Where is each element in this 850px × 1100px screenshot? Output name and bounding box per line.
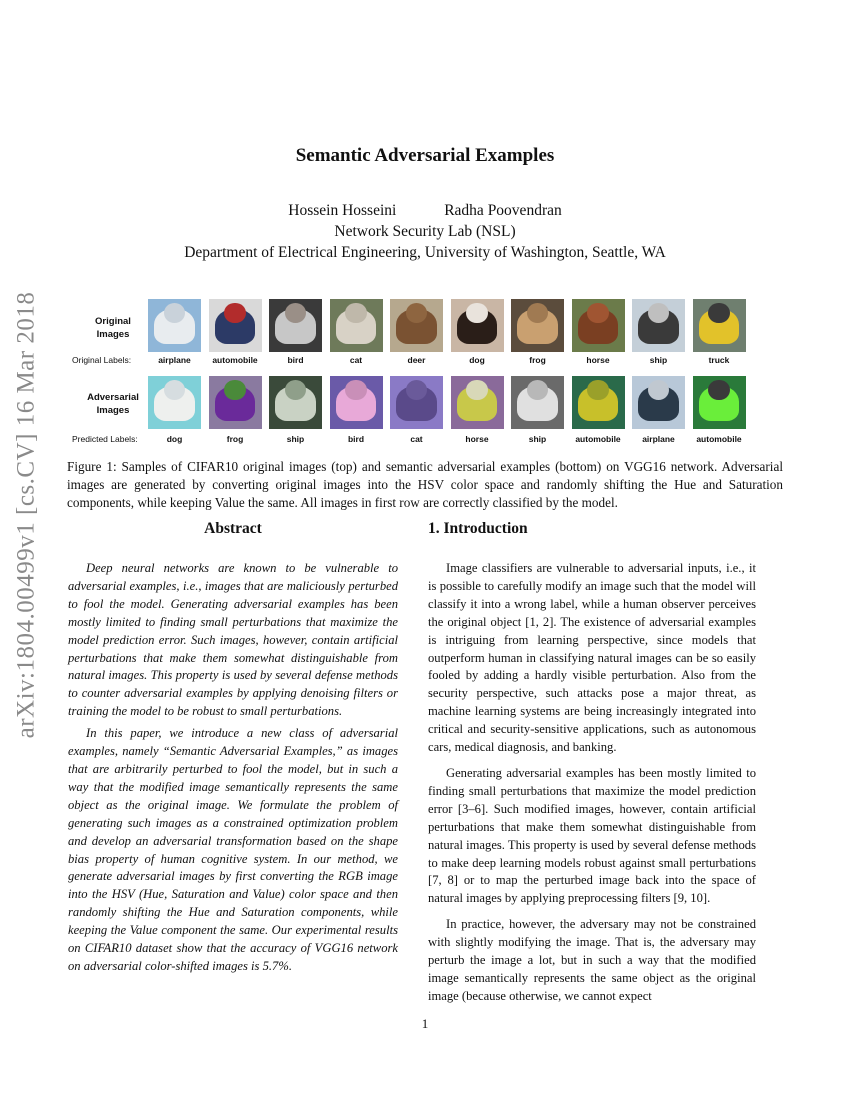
original-label: frog <box>529 355 546 365</box>
adversarial-image-6 <box>511 376 564 429</box>
original-image-1 <box>209 299 262 352</box>
adversarial-image-3 <box>330 376 383 429</box>
predicted-label: frog <box>226 434 244 444</box>
original-image-4 <box>390 299 443 352</box>
original-image-detail <box>708 303 729 323</box>
introduction-paragraph: Image classifiers are vulnerable to adversarial inputs, i.e., it is possible to carefully modify an image such that the model will classify it into a wrong label, while a human observer perceives the original object [1, 2]. The existence of adversarial examples is intriguing from learning perspective, since models that outperform human in classifying natural images can be so easily fooled by adding a hardly visible perturbation. Also from the security perspective, such attacks pose a major threat, as machine learning systems are being increasingly integrated into critical and security-sensitive applications, such as autonomous cars, medical diagnosis, and banking. <box>428 561 756 755</box>
adversarial-image-9 <box>693 376 746 429</box>
original-image-9 <box>693 299 746 352</box>
original-label: dog <box>469 355 485 365</box>
adversarial-image-detail <box>345 380 366 400</box>
predicted-label: automobile <box>696 434 742 444</box>
original-image-detail <box>466 303 487 323</box>
adversarial-row-title-line: Images <box>96 405 130 416</box>
predicted-label: ship <box>286 434 305 444</box>
introduction-heading: 1. Introduction <box>428 520 528 537</box>
arxiv-stamp-text: arXiv:1804.00499v1 [cs.CV] 16 Mar 2018 <box>12 291 40 739</box>
abstract-heading: Abstract <box>204 520 262 537</box>
adversarial-image-detail <box>224 380 245 400</box>
original-image-detail <box>345 303 366 323</box>
page-number: 1 <box>421 1016 429 1031</box>
original-labels-caption: Original Labels: <box>72 355 132 365</box>
original-label: truck <box>708 355 730 365</box>
original-image-0 <box>148 299 201 352</box>
author-name: Radha Poovendran <box>444 202 562 219</box>
original-row-title-line: Original <box>95 316 131 327</box>
author-names <box>0 200 850 221</box>
original-image-2 <box>269 299 322 352</box>
predicted-label: bird <box>347 434 365 444</box>
introduction-paragraph: Generating adversarial examples has been mostly limited to finding small perturbations that maximize the model prediction error [3–6]. Such modified images, however, contain artificial perturbations that make them somewhat distinguishable from natural images. This property is used by several defense methods to make deep learning models robust against small perturbations [7, 8] or to map the perturbed image back into the space of natural images by applying preprocessing filters [9, 10]. <box>428 765 756 906</box>
original-label: automobile <box>212 355 258 365</box>
predicted-label: horse <box>465 434 489 444</box>
adversarial-image-2 <box>269 376 322 429</box>
original-image-6 <box>511 299 564 352</box>
author-block <box>0 200 850 263</box>
predicted-labels-caption: Predicted Labels: <box>72 434 138 444</box>
original-label: cat <box>349 355 363 365</box>
paper-title: Semantic Adversarial Examples <box>295 145 555 166</box>
original-row-title-line: Images <box>96 329 130 340</box>
abstract-column <box>68 520 398 976</box>
original-image-detail <box>587 303 608 323</box>
adversarial-row-title <box>72 391 154 417</box>
adversarial-image-5 <box>451 376 504 429</box>
original-label: airplane <box>158 355 191 365</box>
predicted-label: airplane <box>642 434 675 444</box>
original-row-title <box>72 315 154 341</box>
introduction-column <box>428 520 756 1006</box>
adversarial-image-8 <box>632 376 685 429</box>
arxiv-stamp <box>6 290 46 740</box>
adversarial-image-detail <box>587 380 608 400</box>
abstract-paragraph: Deep neural networks are known to be vulnerable to adversarial examples, i.e., images that are maliciously perturbed to fool the model. Generating adversarial examples has been mostly limited to finding small perturbations that maximize the model prediction error. Such images, however, contain artificial perturbations that make them somewhat distinguishable from natural images. This property is used by several defense methods to counter adversarial examples by applying denoising filters or training the model to be robust to small perturbations. <box>68 561 398 719</box>
author-name: Hossein Hosseini <box>288 202 397 219</box>
predicted-label: cat <box>410 434 423 444</box>
affiliation-lab: Network Security Lab (NSL) <box>334 223 516 240</box>
figure-caption: Figure 1: Samples of CIFAR10 original images (top) and semantic adversarial examples (bottom) on VGG16 network. Adversarial images are generated by converting original images into the HSV color space and randomly shifting the Hue and Saturation components, while keeping Value the same. All images in first row are correctly classified by the model. <box>67 459 783 510</box>
original-label: bird <box>287 355 304 365</box>
original-label: horse <box>586 355 610 365</box>
original-image-5 <box>451 299 504 352</box>
adversarial-image-4 <box>390 376 443 429</box>
original-image-detail <box>224 303 245 323</box>
adversarial-row-title-line: Adversarial <box>87 392 139 403</box>
predicted-label: automobile <box>575 434 621 444</box>
adversarial-image-7 <box>572 376 625 429</box>
figure-1 <box>72 295 782 450</box>
original-image-8 <box>632 299 685 352</box>
original-label: ship <box>649 355 668 365</box>
original-image-7 <box>572 299 625 352</box>
adversarial-image-1 <box>209 376 262 429</box>
predicted-label: dog <box>166 434 183 444</box>
predicted-label: ship <box>528 434 547 444</box>
introduction-paragraph: In practice, however, the adversary may not be constrained with slightly modifying the image. That is, the adversary may perturb the image a lot, but in such a way that the modified image semantically represents the same object as the original image (because otherwise, we cannot expect <box>428 917 756 1003</box>
adversarial-image-0 <box>148 376 201 429</box>
adversarial-image-detail <box>466 380 487 400</box>
original-image-3 <box>330 299 383 352</box>
original-label: deer <box>407 355 426 365</box>
adversarial-image-detail <box>708 380 729 400</box>
affiliation-dept: Department of Electrical Engineering, University of Washington, Seattle, WA <box>184 244 666 261</box>
abstract-paragraph: In this paper, we introduce a new class of adversarial examples, namely “Semantic Adversarial Examples,” as images that are arbitrarily perturbed to fool the model, but in such a way that the modified image semantically represents the same object as the original image. We formulate the problem of generating such images as a constrained optimization problem and develop an adversarial transformation based on the shape bias property of human cognitive system. In our method, we generate adversarial images by first converting the RGB image into the HSV (Hue, Saturation and Value) color space and then randomly shifting the Hue and Saturation components, while keeping the Value component the same. Our experimental results on CIFAR10 dataset show that the accuracy of VGG16 network on adversarial color-shifted images is 5.7%. <box>68 726 398 973</box>
